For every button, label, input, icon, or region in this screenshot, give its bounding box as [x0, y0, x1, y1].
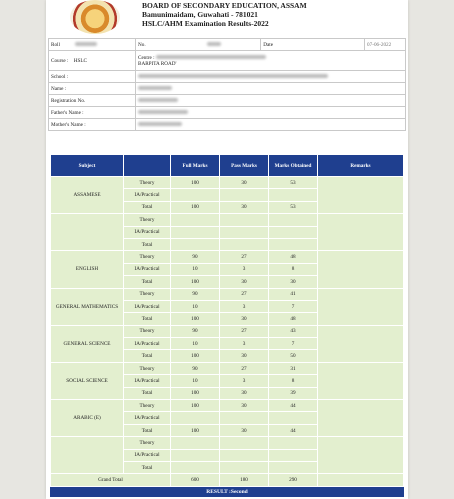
pass-marks-cell — [220, 437, 269, 449]
mother-label: Mother's Name : — [49, 119, 136, 131]
subject-cell: ASSAMESE — [51, 177, 124, 214]
date-value: 07-06-2022 — [365, 39, 406, 51]
component-cell: Theory — [124, 437, 171, 449]
component-cell: Total — [124, 313, 171, 325]
pass-marks-cell: 30 — [220, 313, 269, 325]
subject-cell: GENERAL SCIENCE — [51, 325, 124, 362]
table-row — [51, 288, 404, 300]
component-cell: Total — [124, 461, 171, 473]
remarks-cell — [318, 214, 404, 251]
col-component — [124, 155, 171, 177]
component-cell: Theory — [124, 362, 171, 374]
grand-total-pass: 180 — [220, 474, 269, 486]
pass-marks-cell — [220, 449, 269, 461]
full-marks-cell: 100 — [171, 350, 220, 362]
no-value-redacted — [207, 42, 221, 46]
pass-marks-cell: 30 — [220, 177, 269, 189]
regno-label: Registration No. — [49, 95, 136, 107]
pass-marks-cell: 3 — [220, 300, 269, 312]
course-value: HSLC — [73, 57, 87, 64]
subject-cell: ARABIC (E) — [51, 400, 124, 437]
obtained-cell — [269, 238, 318, 250]
full-marks-cell: 100 — [171, 387, 220, 399]
marks-header-row — [51, 155, 404, 177]
obtained-cell: 30 — [269, 276, 318, 288]
full-marks-cell — [171, 461, 220, 473]
obtained-cell — [269, 461, 318, 473]
full-marks-cell: 90 — [171, 288, 220, 300]
info-row-name — [49, 83, 406, 95]
obtained-cell: 7 — [269, 338, 318, 350]
obtained-cell: 50 — [269, 350, 318, 362]
obtained-cell: 43 — [269, 325, 318, 337]
full-marks-cell: 100 — [171, 313, 220, 325]
info-row-regno — [49, 95, 406, 107]
full-marks-cell — [171, 226, 220, 238]
pass-marks-cell: 27 — [220, 325, 269, 337]
obtained-cell: 8 — [269, 263, 318, 275]
info-row-school — [49, 71, 406, 83]
father-value-redacted — [138, 110, 188, 114]
name-label: Name : — [49, 83, 136, 95]
component-cell: Theory — [124, 177, 171, 189]
col-pass-marks: Pass Marks — [220, 155, 269, 177]
col-marks-obtained: Marks Obtained — [269, 155, 318, 177]
pass-marks-cell: 30 — [220, 201, 269, 213]
full-marks-cell: 100 — [171, 400, 220, 412]
pass-marks-cell: 3 — [220, 263, 269, 275]
component-cell: Theory — [124, 288, 171, 300]
obtained-cell — [269, 437, 318, 449]
table-row — [51, 400, 404, 412]
pass-marks-cell: 30 — [220, 387, 269, 399]
component-cell: Total — [124, 238, 171, 250]
table-row — [51, 362, 404, 374]
pass-marks-cell: 30 — [220, 400, 269, 412]
component-cell: IA/Practical — [124, 412, 171, 424]
obtained-cell: 48 — [269, 251, 318, 263]
component-cell: IA/Practical — [124, 189, 171, 201]
info-row-course — [49, 51, 406, 71]
date-label: Date — [263, 41, 274, 48]
subject-cell: SOCIAL SCIENCE — [51, 362, 124, 399]
remarks-cell — [318, 288, 404, 325]
roll-value-redacted — [75, 42, 97, 46]
board-name: BOARD OF SECONDARY EDUCATION, ASSAM — [142, 1, 307, 10]
document-header — [46, 0, 408, 38]
course-label: Course : — [51, 57, 69, 64]
component-cell: Theory — [124, 325, 171, 337]
board-logo-icon — [70, 0, 120, 34]
component-cell: IA/Practical — [124, 338, 171, 350]
component-cell: Total — [124, 201, 171, 213]
full-marks-cell: 90 — [171, 325, 220, 337]
pass-marks-cell: 27 — [220, 362, 269, 374]
info-row-roll — [49, 39, 406, 51]
full-marks-cell — [171, 238, 220, 250]
pass-marks-cell — [220, 412, 269, 424]
info-row-father — [49, 107, 406, 119]
mother-value-redacted — [138, 122, 182, 126]
component-cell: Total — [124, 350, 171, 362]
component-cell: IA/Practical — [124, 375, 171, 387]
col-subject: Subject — [51, 155, 124, 177]
remarks-cell — [318, 362, 404, 399]
component-cell: Theory — [124, 400, 171, 412]
obtained-cell — [269, 226, 318, 238]
full-marks-cell: 10 — [171, 300, 220, 312]
table-row — [51, 251, 404, 263]
full-marks-cell: 100 — [171, 177, 220, 189]
marksheet — [46, 0, 408, 499]
obtained-cell — [269, 214, 318, 226]
obtained-cell: 44 — [269, 424, 318, 436]
name-value-redacted — [138, 86, 172, 90]
exam-title: HSLC/AHM Examination Results-2022 — [142, 19, 269, 28]
component-cell: IA/Practical — [124, 449, 171, 461]
candidate-info-table — [48, 38, 406, 131]
component-cell: Total — [124, 424, 171, 436]
remarks-cell — [318, 177, 404, 214]
obtained-cell: 53 — [269, 201, 318, 213]
obtained-cell — [269, 449, 318, 461]
marks-table — [50, 154, 404, 487]
father-label: Father's Name : — [49, 107, 136, 119]
roll-label: Roll — [51, 41, 60, 48]
component-cell: IA/Practical — [124, 300, 171, 312]
regno-value-redacted — [138, 98, 178, 102]
col-remarks: Remarks — [318, 155, 404, 177]
result-banner: RESULT :Second — [50, 487, 404, 497]
grand-total-full: 600 — [171, 474, 220, 486]
subject-cell — [51, 214, 124, 251]
obtained-cell: 44 — [269, 400, 318, 412]
full-marks-cell: 10 — [171, 375, 220, 387]
component-cell: Total — [124, 276, 171, 288]
pass-marks-cell — [220, 461, 269, 473]
obtained-cell — [269, 412, 318, 424]
obtained-cell: 7 — [269, 300, 318, 312]
pass-marks-cell: 3 — [220, 338, 269, 350]
full-marks-cell — [171, 437, 220, 449]
full-marks-cell — [171, 214, 220, 226]
pass-marks-cell: 30 — [220, 276, 269, 288]
full-marks-cell: 90 — [171, 362, 220, 374]
full-marks-cell — [171, 189, 220, 201]
grand-total-row — [51, 474, 404, 486]
obtained-cell: 53 — [269, 177, 318, 189]
grand-total-obtained: 290 — [269, 474, 318, 486]
component-cell: IA/Practical — [124, 263, 171, 275]
pass-marks-cell — [220, 214, 269, 226]
pass-marks-cell: 27 — [220, 251, 269, 263]
remarks-cell — [318, 437, 404, 474]
remarks-cell — [318, 251, 404, 288]
obtained-cell: 31 — [269, 362, 318, 374]
centre-value: BARPITA ROAD' — [138, 60, 177, 67]
school-label: School : — [49, 71, 136, 83]
table-row — [51, 214, 404, 226]
pass-marks-cell — [220, 226, 269, 238]
remarks-cell — [318, 325, 404, 362]
table-row — [51, 325, 404, 337]
full-marks-cell: 100 — [171, 201, 220, 213]
obtained-cell — [269, 189, 318, 201]
component-cell: IA/Practical — [124, 226, 171, 238]
col-full-marks: Full Marks — [171, 155, 220, 177]
obtained-cell: 48 — [269, 313, 318, 325]
full-marks-cell: 100 — [171, 276, 220, 288]
table-row — [51, 177, 404, 189]
pass-marks-cell — [220, 238, 269, 250]
table-row — [51, 437, 404, 449]
pass-marks-cell: 3 — [220, 375, 269, 387]
obtained-cell: 39 — [269, 387, 318, 399]
component-cell: Total — [124, 387, 171, 399]
component-cell: Theory — [124, 214, 171, 226]
pass-marks-cell: 30 — [220, 350, 269, 362]
no-label: No. — [138, 41, 146, 48]
component-cell: Theory — [124, 251, 171, 263]
grand-total-remarks — [318, 474, 404, 486]
full-marks-cell: 10 — [171, 338, 220, 350]
obtained-cell: 8 — [269, 375, 318, 387]
grand-total-label: Grand Total — [51, 474, 171, 486]
full-marks-cell — [171, 412, 220, 424]
pass-marks-cell: 27 — [220, 288, 269, 300]
school-value-redacted — [138, 74, 328, 78]
marks-body — [51, 177, 404, 487]
subject-cell: ENGLISH — [51, 251, 124, 288]
obtained-cell: 41 — [269, 288, 318, 300]
subject-cell — [51, 437, 124, 474]
info-row-mother — [49, 119, 406, 131]
full-marks-cell — [171, 449, 220, 461]
full-marks-cell: 100 — [171, 424, 220, 436]
full-marks-cell: 90 — [171, 251, 220, 263]
pass-marks-cell: 30 — [220, 424, 269, 436]
board-address: Bamunimaidam, Guwahati - 781021 — [142, 10, 258, 19]
remarks-cell — [318, 400, 404, 437]
subject-cell: GENERAL MATHEMATICS — [51, 288, 124, 325]
pass-marks-cell — [220, 189, 269, 201]
centre-label: Centre : — [138, 54, 155, 61]
centre-name-redacted — [156, 55, 266, 59]
full-marks-cell: 10 — [171, 263, 220, 275]
